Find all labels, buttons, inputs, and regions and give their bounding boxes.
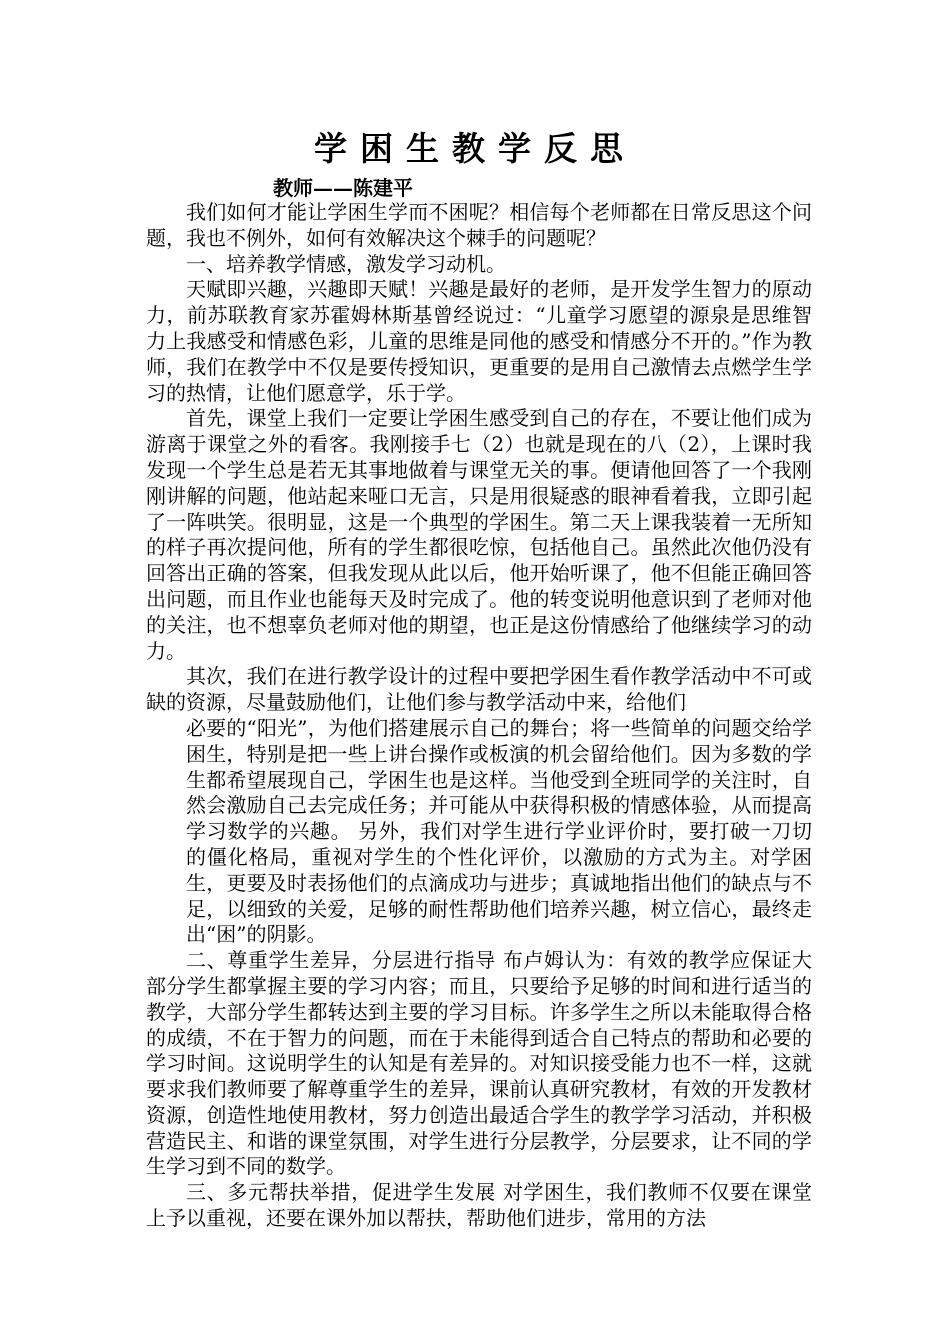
author-line: 教师——陈建平 (273, 176, 413, 200)
paragraph-second-continued: 必要的“阳光”，为他们搭建展示自己的舞台；将一些简单的问题交给学困生，特别是把一些上讲台操作或板演的机会留给他们。因为多数的学生都希望展现自己，学困生也是这样。当他受到全班同学的关注时，自然会激励自己去完成任务；并可能从中获得积极的情感体验，从而提高学习数学的兴趣。 另外，我们对学生进行学业评价时，要打破一刀切的僵化格局，重视对学生的个性化评价，以激励的方式为主。对学困生，更要及时表扬他们的点滴成功与进步；真诚地指出他们的缺点与不足，以细致的关爱，足够的耐性帮助他们培养兴趣，树立信心，最终走出“困”的阴影。 (186, 715, 812, 947)
section-2-paragraph: 二、尊重学生差异，分层进行指导 布卢姆认为：有效的教学应保证大部分学生都掌握主要的学习内容；而且，只要给予足够的时间和进行适当的教学，大部分学生都转达到主要的学习目标。许多学生之所以未能取得合格的成绩，不在于智力的问题，而在于未能得到适合自己特点的帮助和必要的学习时间。这说明学生的认知是有差异的。对知识接受能力也不一样，这就要求我们教师要了解尊重学生的差异，课前认真研究教材，有效的开发教材资源，创造性地使用教材，努力创造出最适合学生的教学学习活动，并积极营造民主、和谐的课堂氛围，对学生进行分层教学，分层要求，让不同的学生学习到不同的数学。 (146, 948, 812, 1179)
section-heading-1: 一、培养教学情感，激发学习动机。 (186, 251, 506, 276)
document-body (146, 200, 812, 1232)
intro-paragraph: 我们如何才能让学困生学而不困呢？相信每个老师都在日常反思这个问题，我也不例外，如何有效解决这个棘手的问题呢？ (146, 200, 812, 250)
paragraph-interest: 天赋即兴趣，兴趣即天赋！兴趣是最好的老师，是开发学生智力的原动力，前苏联教育家苏霍姆林斯基曾经说过：“儿童学习愿望的源泉是思维智力上我感受和情感色彩，儿童的思维是同他的感受和情感分不开的。”作为教师，我们在教学中不仅是要传授知识，更重要的是用自己激情去点燃学生学习的热情，让他们愿意学，乐于学。 (146, 277, 812, 405)
document-title: 学困生教学反思 (314, 129, 636, 168)
section-3-paragraph: 三、多元帮扶举措，促进学生发展 对学困生，我们教师不仅要在课堂上予以重视，还要在课外加以帮扶，帮助他们进步，常用的方法 (146, 1180, 812, 1231)
paragraph-second-start: 其次，我们在进行教学设计的过程中要把学困生看作教学活动中不可或缺的资源，尽量鼓励他们，让他们参与教学活动中来，给他们 (146, 664, 812, 715)
paragraph-first: 首先，课堂上我们一定要让学困生感受到自己的存在，不要让他们成为游离于课堂之外的看客。我刚接手七（2）也就是现在的八（2），上课时我发现一个学生总是若无其事地做着与课堂无关的事。便请他回答了一个我刚刚讲解的问题，他站起来哑口无言，只是用很疑惑的眼神看着我，立即引起了一阵哄笑。很明显，这是一个典型的学困生。第二天上课我装着一无所知的样子再次提问他，所有的学生都很吃惊，包括他自己。虽然此次他仍没有回答出正确的答案，但我发现从此以后，他开始听课了，他不但能正确回答出问题，而且作业也能每天及时完成了。他的转变说明他意识到了老师对他的关注，也不想辜负老师对他的期望，也正是这份情感给了他继续学习的动力。 (146, 406, 812, 663)
